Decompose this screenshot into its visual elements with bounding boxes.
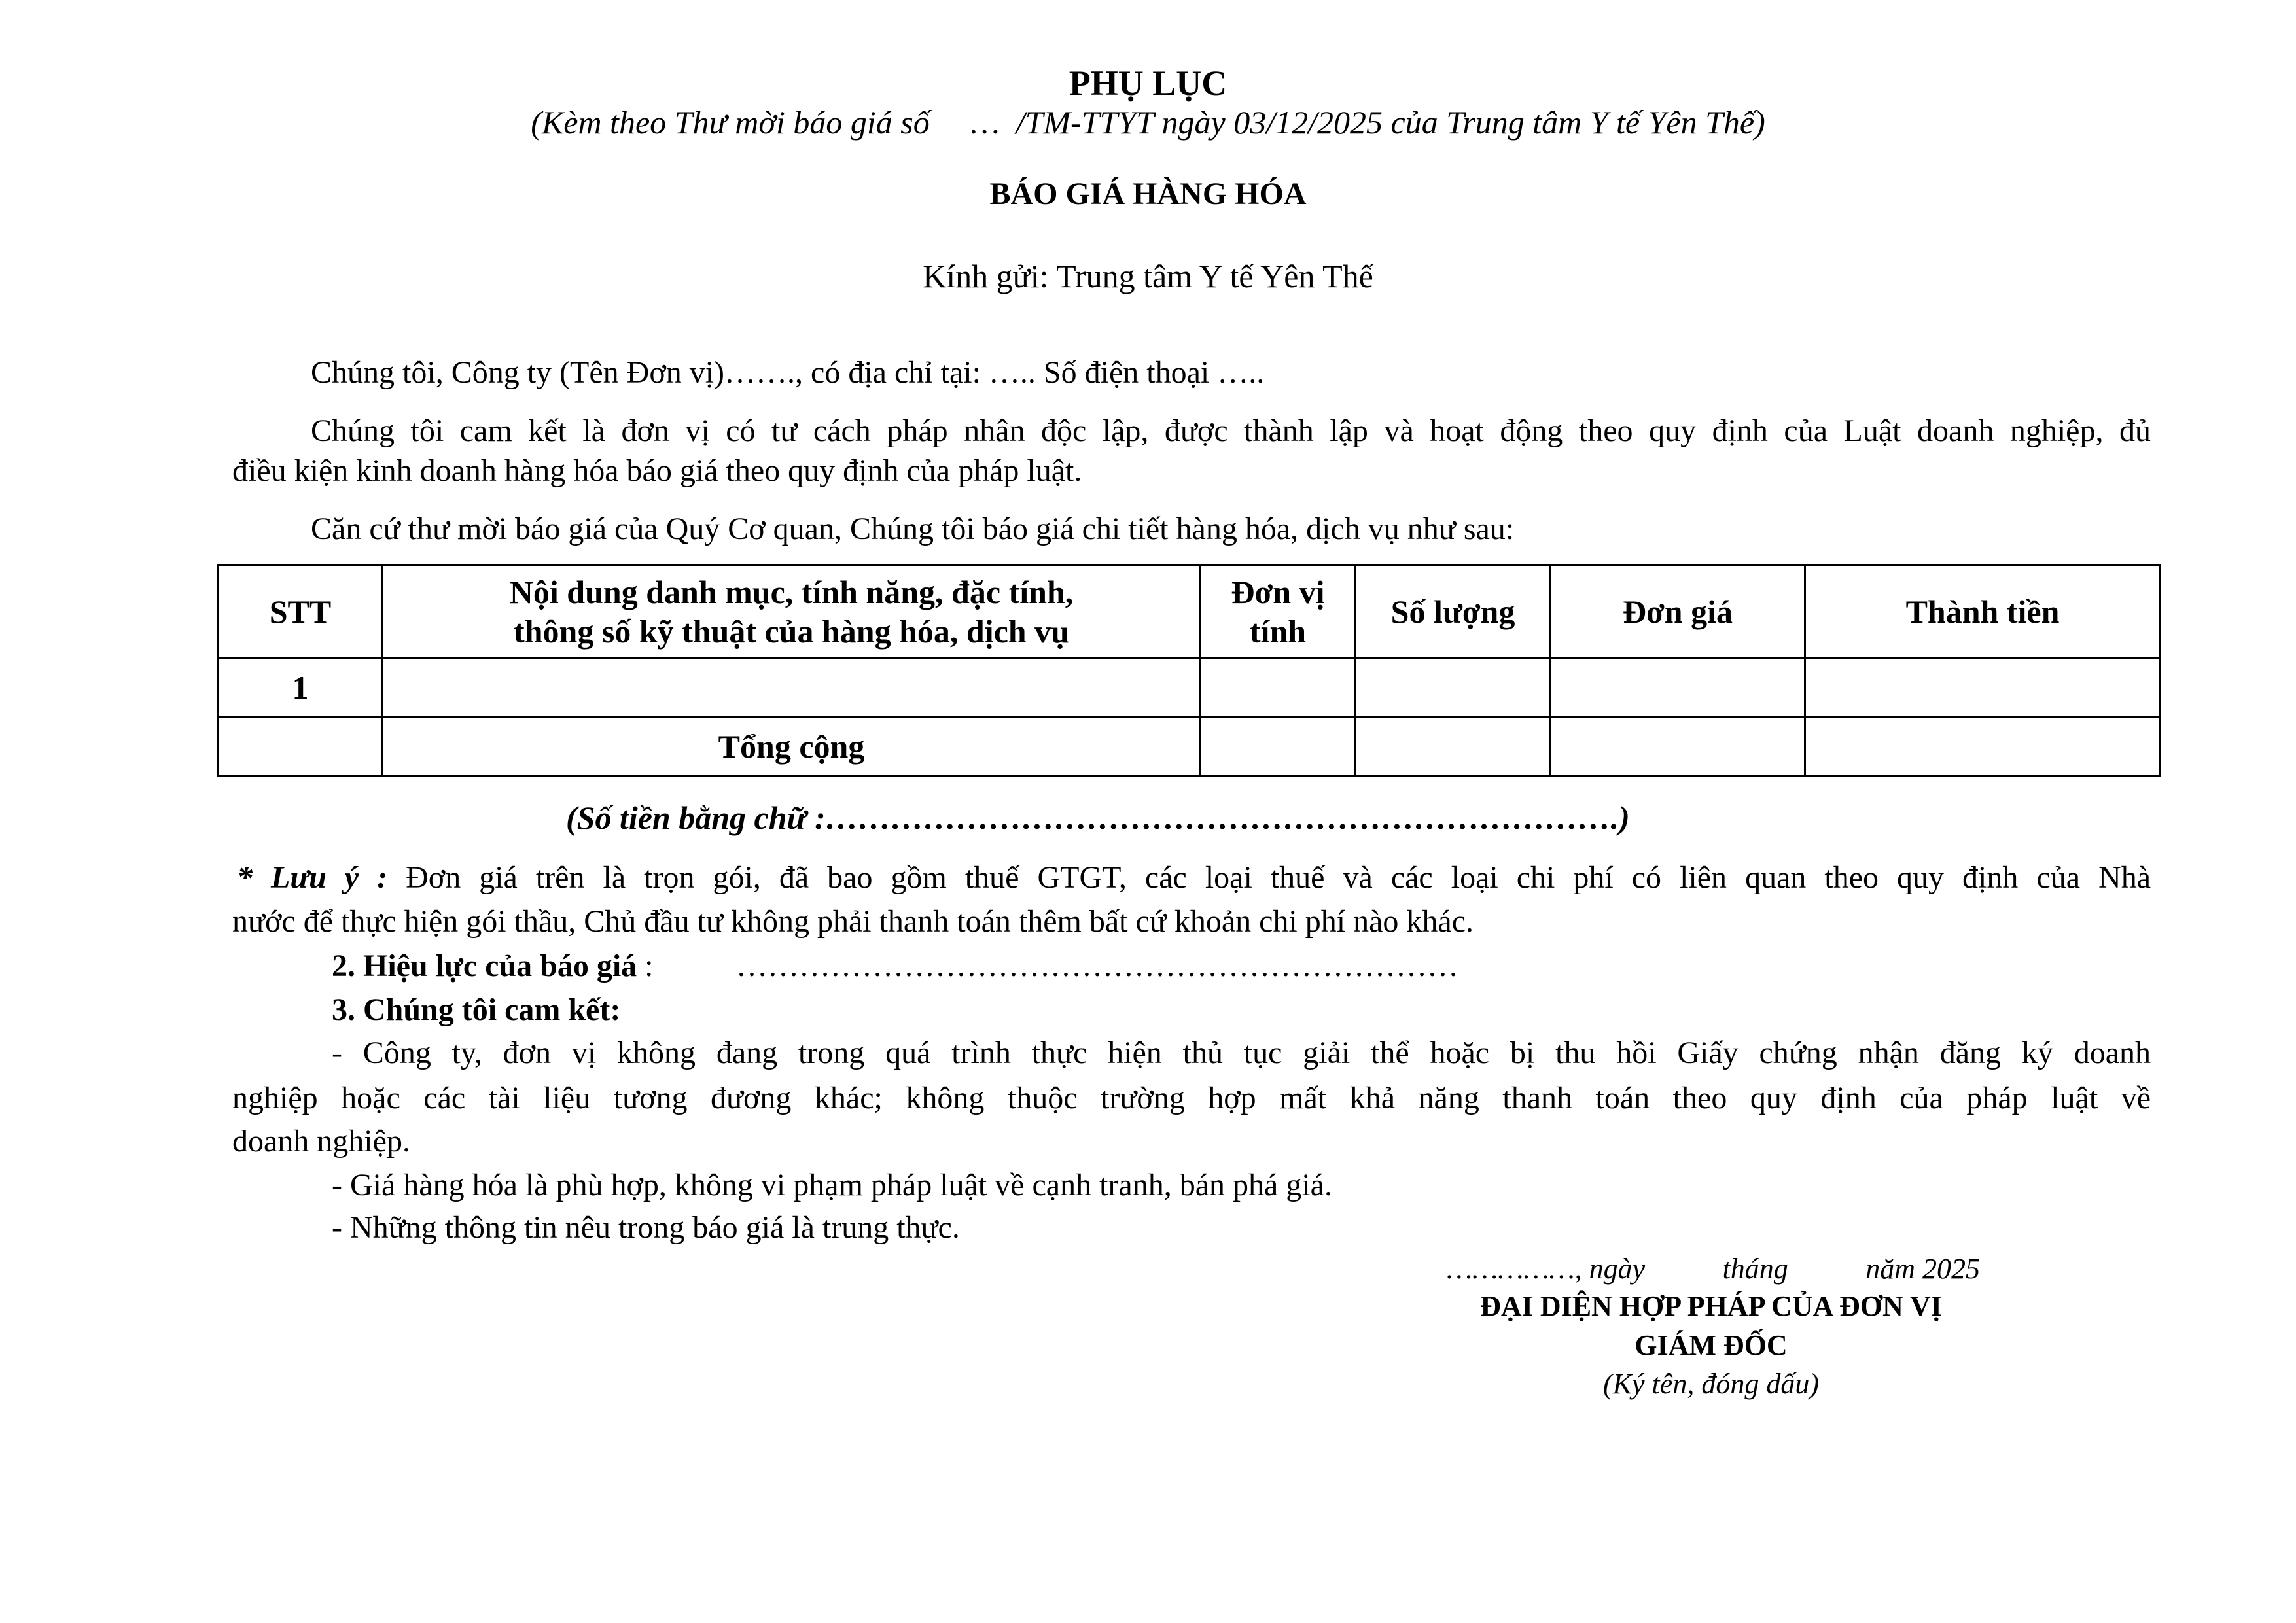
total-cell-amount[interactable] [1805, 717, 2161, 776]
signature-date-month: tháng [1722, 1253, 1788, 1285]
appendix-title: PHỤ LỤC [1069, 63, 1227, 103]
signature-date-line [1447, 1255, 1980, 1283]
commitment-item-2: - Giá hàng hóa là phù hợp, không vi phạm pháp luật về cạnh tranh, bán phá giá. [332, 1168, 1332, 1202]
column-header-amount: Thành tiền [1805, 565, 2161, 658]
quote-table [217, 564, 2161, 777]
signature-date-year: năm 2025 [1865, 1253, 1980, 1285]
commitment-item-1-line-2: nghiệp hoặc các tài liệu tương đương khác; không thuộc trường hợp mất khả năng thanh toán theo quy định của pháp luật về [232, 1081, 2151, 1115]
validity-line [332, 951, 654, 982]
cell-quantity[interactable] [1356, 658, 1551, 717]
commitment-item-1-line-1: - Công ty, đơn vị không đang trong quá trình thực hiện thủ tục giải thể hoặc bị thu hồi Giấy chứng nhận đăng ký doanh [332, 1036, 2151, 1070]
commitment-item-3: - Những thông tin nêu trong báo giá là trung thực. [332, 1210, 960, 1245]
column-header-unit-line-1: Đơn vị [1231, 573, 1325, 610]
column-header-unit [1201, 565, 1356, 658]
column-header-description-line-2: thông số kỹ thuật của hàng hóa, dịch vụ [514, 612, 1069, 650]
signature-instruction: (Ký tên, đóng dấu) [1603, 1368, 1819, 1400]
total-cell-unit-price [1551, 717, 1805, 776]
amount-in-words: (Số tiền bằng chữ :……………………………………………………………….) [566, 799, 1630, 836]
column-header-description-line-1: Nội dung danh mục, tính năng, đặc tính, [509, 573, 1074, 610]
note-label: * Lưu ý : [237, 860, 388, 895]
cell-stt: 1 [219, 658, 383, 717]
total-cell-unit [1201, 717, 1356, 776]
table-row [219, 658, 2161, 717]
intro-basis-line: Căn cứ thư mời báo giá của Quý Cơ quan, Chúng tôi báo giá chi tiết hàng hóa, dịch vụ như sau: [311, 512, 1515, 546]
cell-unit-price[interactable] [1551, 658, 1805, 717]
column-header-quantity: Số lượng [1356, 565, 1551, 658]
signature-representative: ĐẠI DIỆN HỢP PHÁP CỦA ĐƠN VỊ [1480, 1290, 1942, 1322]
total-cell-stt [219, 717, 383, 776]
validity-colon: : [637, 949, 654, 983]
commitment-heading: 3. Chúng tôi cam kết: [332, 992, 621, 1027]
validity-label: 2. Hiệu lực của báo giá [332, 949, 637, 983]
document-title: BÁO GIÁ HÀNG HÓA [989, 177, 1307, 211]
total-cell-quantity [1356, 717, 1551, 776]
column-header-description [383, 565, 1201, 658]
cell-amount[interactable] [1805, 658, 2161, 717]
validity-value[interactable]: …………………………………………………………… [736, 949, 1458, 983]
signature-date-day: , ngày [1574, 1253, 1646, 1285]
signature-position: GIÁM ĐỐC [1634, 1329, 1788, 1361]
table-header-row [219, 565, 2161, 658]
intro-commitment-line-1: Chúng tôi cam kết là đơn vị có tư cách pháp nhân độc lập, được thành lập và hoạt động theo quy định của Luật doanh nghiệp, đủ [311, 413, 2151, 448]
signature-place[interactable] [1447, 1255, 1645, 1283]
cell-unit[interactable] [1201, 658, 1356, 717]
intro-commitment-line-2: điều kiện kinh doanh hàng hóa báo giá theo quy định của pháp luật. [232, 453, 1082, 488]
note-text-1: Đơn giá trên là trọn gói, đã bao gồm thuế GTGT, các loại thuế và các loại chi phí có liên quan theo quy định của Nhà [387, 860, 2151, 895]
cell-description[interactable] [383, 658, 1201, 717]
note-line-1 [237, 862, 2151, 894]
signature-place-dots: …………… [1447, 1253, 1575, 1285]
commitment-item-1-line-3: doanh nghiệp. [232, 1124, 410, 1159]
note-line-2: nước để thực hiện gói thầu, Chủ đầu tư không phải thanh toán thêm bất cứ khoản chi phí nào khác. [232, 904, 1474, 939]
column-header-unit-price: Đơn giá [1551, 565, 1805, 658]
recipient-line: Kính gửi: Trung tâm Y tế Yên Thế [923, 258, 1373, 294]
total-label: Tổng cộng [383, 717, 1201, 776]
column-header-stt: STT [219, 565, 383, 658]
column-header-unit-line-2: tính [1249, 612, 1307, 650]
table-total-row [219, 717, 2161, 776]
appendix-subtitle: (Kèm theo Thư mời báo giá số … /TM-TTYT ngày 03/12/2025 của Trung tâm Y tế Yên Thế) [531, 104, 1765, 141]
intro-company-line: Chúng tôi, Công ty (Tên Đơn vị)……., có địa chỉ tại: ….. Số điện thoại ….. [311, 355, 1265, 390]
